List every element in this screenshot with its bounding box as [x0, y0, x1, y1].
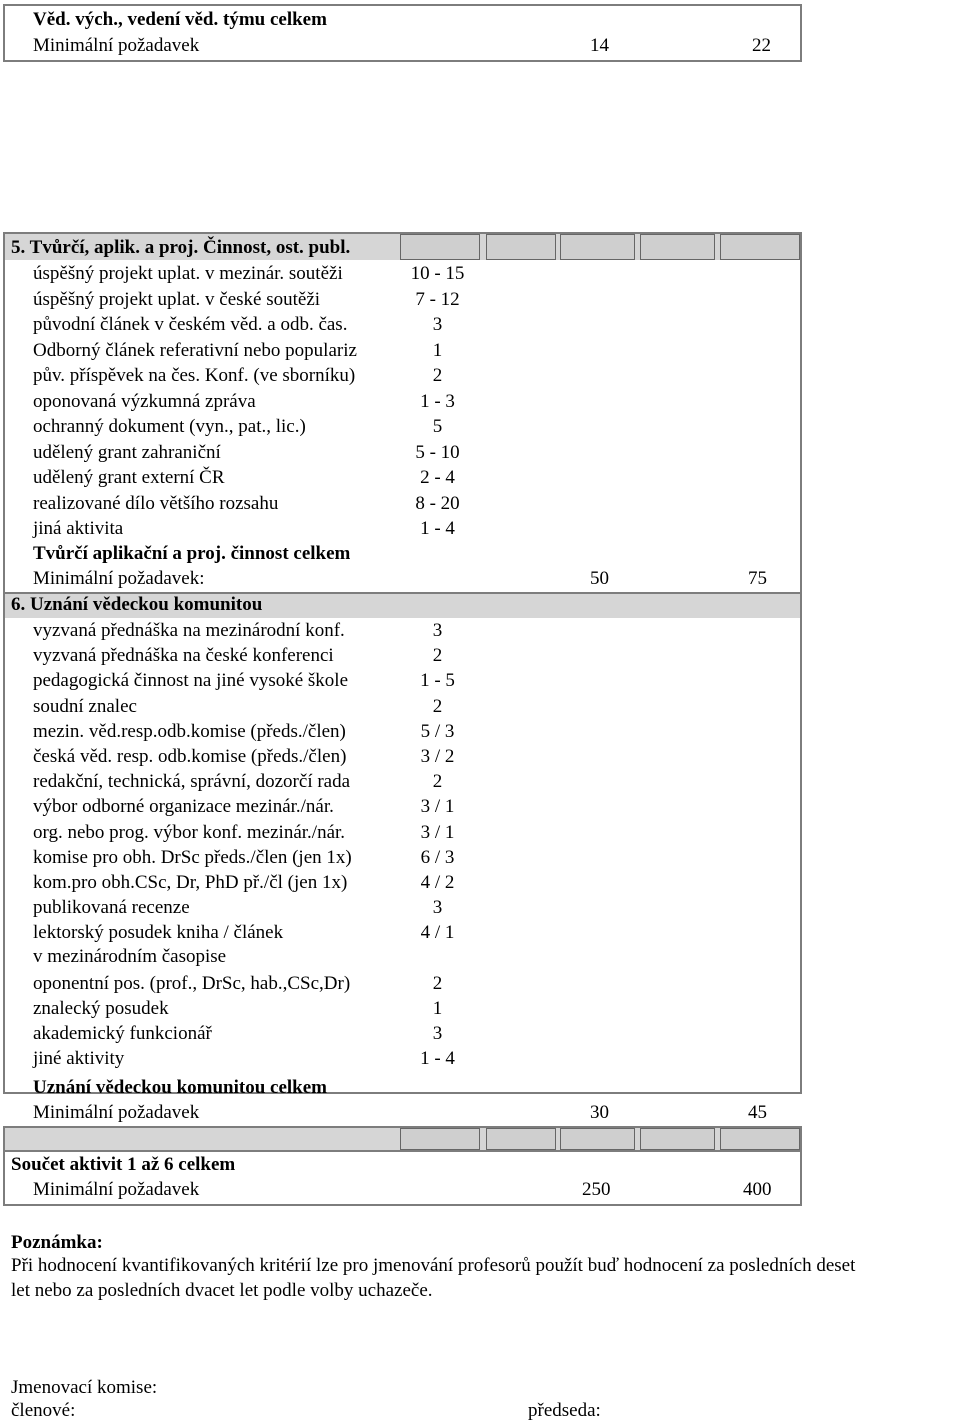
separator-cell	[720, 1128, 800, 1150]
section6-row-points: 3 / 2	[420, 746, 455, 767]
summary-min-label: Minimální požadavek	[33, 1179, 200, 1200]
section5-row-label: úspěšný projekt uplat. v mezinár. soutěži	[33, 263, 343, 284]
section6-row-points: 4 / 2	[420, 872, 455, 893]
section5-header-cell	[486, 234, 556, 260]
section6-row-label: vyzvaná přednáška na české konferenci	[33, 645, 334, 667]
section6-row-points: 2	[432, 645, 443, 667]
section5-min-value-a: 50	[590, 568, 609, 589]
section6-row-label: pedagogická činnost na jiné vysoké škole	[33, 670, 349, 692]
section5-min-value-b: 75	[748, 568, 767, 589]
section6-row-label: znalecký posudek	[33, 997, 169, 1019]
note-line-2: let nebo za posledních dvacet let podle volby uchazeče.	[11, 1280, 433, 1301]
section6-row-points: 3	[432, 620, 443, 641]
section6-row-label-cont: v mezinárodním časopise	[33, 946, 227, 968]
section5-row-label: pův. příspěvek na čes. Konf. (ve sborníku)	[33, 365, 356, 386]
separator-cell	[486, 1128, 556, 1150]
section6-min-value-b: 45	[748, 1102, 767, 1123]
section6-header: 6. Uznání vědeckou komunitou	[11, 594, 263, 615]
section5-header-cell	[720, 234, 800, 260]
section5-row-label: realizované dílo většího rozsahu	[33, 492, 279, 514]
section6-row-label: komise pro obh. DrSc předs./člen (jen 1x)	[33, 846, 352, 868]
section5-row-points: 5	[432, 416, 443, 437]
section5-min-label: Minimální požadavek:	[33, 568, 205, 589]
section6-row-points: 1 - 5	[420, 670, 455, 692]
summary-total-label: Součet aktivit 1 až 6 celkem	[11, 1154, 236, 1175]
section6-total-label: Uznání vědeckou komunitou celkem	[33, 1077, 327, 1098]
section5-row-label: jiná aktivita	[33, 518, 124, 539]
section4-min-value-a: 14	[590, 35, 609, 56]
section6-row-label: kom.pro obh.CSc, Dr, PhD př./čl (jen 1x)	[33, 872, 348, 893]
section6-row-label: akademický funkcionář	[33, 1023, 212, 1044]
section6-row-label: mezin. věd.resp.odb.komise (předs./člen)	[33, 720, 346, 742]
section5-header-cell	[560, 234, 635, 260]
section6-row-label: vyzvaná přednáška na mezinárodní konf.	[33, 620, 345, 641]
section5-header-cell	[400, 234, 480, 260]
section5-row-points: 5 - 10	[415, 441, 460, 463]
section5-row-points: 8 - 20	[415, 492, 460, 514]
section5-row-label: ochranný dokument (vyn., pat., lic.)	[33, 416, 306, 437]
section6-row-points: 3 / 1	[420, 796, 455, 818]
section6-row-points: 5 / 3	[420, 720, 455, 742]
section6-row-points: 2	[432, 771, 443, 793]
section6-row-label: oponentní pos. (prof., DrSc, hab.,CSc,Dr)	[33, 972, 351, 994]
section6-row-label: jiné aktivity	[33, 1048, 125, 1070]
section5-row-points: 2	[432, 365, 443, 386]
section6-row-points: 3	[432, 1023, 443, 1044]
section5-row-points: 10 - 15	[410, 263, 465, 284]
committee-members-label: členové:	[11, 1400, 76, 1421]
section5-row-points: 3	[432, 314, 443, 335]
section5-total-label: Tvůrčí aplikační a proj. činnost celkem	[33, 543, 351, 564]
separator-cell	[400, 1128, 480, 1150]
section5-row-points: 2 - 4	[420, 467, 455, 488]
committee-chair-label: předseda:	[528, 1400, 601, 1421]
section4-min-value-b: 22	[752, 35, 771, 56]
section5-row-points: 1 - 4	[420, 518, 455, 539]
section5-row-label: oponovaná výzkumná zpráva	[33, 390, 256, 412]
committee-title: Jmenovací komise:	[11, 1377, 158, 1398]
section6-row-points: 1	[432, 997, 443, 1019]
section4-min-label: Minimální požadavek	[33, 35, 200, 56]
section5-row-label: Odborný článek referativní nebo populariz	[33, 339, 357, 361]
section6-min-label: Minimální požadavek	[33, 1102, 200, 1123]
section5-row-label: udělený grant externí ČR	[33, 467, 225, 488]
section6-row-points: 3 / 1	[420, 821, 455, 843]
section6-row-label: soudní znalec	[33, 695, 137, 717]
section6-row-points: 4 / 1	[420, 922, 455, 944]
section6-row-points: 2	[432, 695, 443, 717]
section6-row-label: redakční, technická, správní, dozorčí rada	[33, 771, 351, 793]
section5-row-label: původní článek v českém věd. a odb. čas.	[33, 314, 348, 335]
note-line-1: Při hodnocení kvantifikovaných kritérií lze pro jmenování profesorů použít buď hodnocení za posledních deset	[11, 1255, 856, 1276]
section6-row-label: česká věd. resp. odb.komise (předs./člen)	[33, 746, 347, 767]
summary-min-value-a: 250	[582, 1179, 611, 1200]
section6-row-points: 6 / 3	[420, 846, 455, 868]
section6-row-points: 1 - 4	[420, 1048, 455, 1070]
section5-row-points: 1 - 3	[420, 390, 455, 412]
section6-row-points: 3	[432, 897, 443, 919]
section6-row-label: org. nebo prog. výbor konf. mezinár./nár.	[33, 821, 346, 843]
note-title: Poznámka:	[11, 1232, 103, 1253]
section6-row-label: publikovaná recenze	[33, 897, 190, 919]
section5-row-label: udělený grant zahraniční	[33, 441, 221, 463]
section5-row-points: 1	[432, 339, 443, 361]
section5-header-cell	[640, 234, 715, 260]
section5-row-points: 7 - 12	[415, 288, 460, 310]
section6-min-value-a: 30	[590, 1102, 609, 1123]
summary-min-value-b: 400	[743, 1179, 772, 1200]
section6-row-label: výbor odborné organizace mezinár./nár.	[33, 796, 334, 818]
section4-total-label: Věd. vých., vedení věd. týmu celkem	[33, 9, 327, 30]
section6-row-label: lektorský posudek kniha / článek	[33, 922, 284, 944]
section6-row-points: 2	[432, 972, 443, 994]
section5-header: 5. Tvůrčí, aplik. a proj. Činnost, ost. publ.	[11, 237, 351, 258]
section5-row-label: úspěšný projekt uplat. v české soutěži	[33, 288, 321, 310]
separator-cell	[560, 1128, 635, 1150]
separator-cell	[640, 1128, 715, 1150]
